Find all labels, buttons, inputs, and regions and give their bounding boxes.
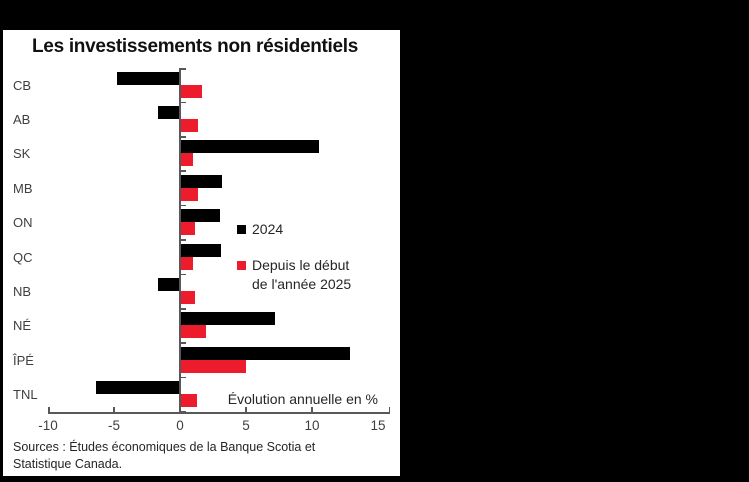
legend-label-2025-line2: de l'année 2025	[252, 276, 352, 292]
x-axis-end-tick	[48, 407, 50, 413]
zero-axis-tick	[181, 239, 187, 241]
x-tick-label: 10	[304, 418, 320, 433]
x-tick-label: 15	[370, 418, 386, 433]
bar-rouge-cb	[180, 85, 202, 98]
zero-axis-tick	[181, 102, 187, 104]
x-tick-label: -10	[38, 418, 58, 433]
bar-noir-cb	[117, 72, 180, 85]
category-label-mb: MB	[13, 180, 33, 196]
source-line1: Sources : Études économiques de la Banque Scotia et	[13, 440, 316, 454]
bar-noir-ab	[158, 106, 180, 119]
category-label-ab: AB	[13, 112, 31, 128]
x-axis-tick	[311, 407, 313, 413]
category-label-sk: SK	[13, 146, 31, 162]
x-tick-label: -5	[107, 418, 120, 433]
bar-rouge-îpé	[180, 360, 246, 373]
legend-label-2025-line1: Depuis le début	[252, 257, 350, 273]
source-line2: Statistique Canada.	[13, 456, 123, 471]
category-label-né: NÉ	[13, 318, 32, 334]
legend-label-2025	[252, 256, 351, 294]
category-label-nb: NB	[13, 284, 32, 300]
source-note	[13, 439, 315, 472]
zero-axis-tick	[181, 342, 187, 344]
bar-noir-nb	[158, 278, 180, 291]
bar-rouge-ab	[180, 119, 198, 132]
plot-area	[3, 30, 400, 476]
bar-rouge-tnl	[180, 394, 197, 407]
x-axis-title: Évolution annuelle en %	[227, 391, 378, 407]
bar-noir-sk	[180, 140, 319, 153]
x-axis-tick	[113, 407, 115, 413]
category-label-îpé: ÎPÉ	[13, 352, 34, 368]
zero-axis-tick	[181, 308, 187, 310]
chart-panel	[3, 30, 400, 476]
category-label-cb: CB	[13, 77, 32, 93]
x-axis-line	[48, 412, 390, 414]
zero-axis-tick	[181, 274, 187, 276]
category-label-qc: QC	[13, 249, 33, 265]
zero-axis-tick	[181, 377, 187, 379]
bar-rouge-sk	[180, 153, 193, 166]
zero-axis-tick	[181, 136, 187, 138]
legend-swatch-2024	[237, 225, 246, 234]
bar-noir-né	[180, 312, 275, 325]
x-tick-label: 5	[242, 418, 250, 433]
x-axis-end-tick	[389, 407, 391, 413]
zero-axis-tick	[181, 205, 187, 207]
bar-rouge-on	[180, 222, 195, 235]
bar-noir-îpé	[180, 347, 350, 360]
bar-rouge-mb	[180, 188, 198, 201]
bar-noir-qc	[180, 244, 221, 257]
bar-noir-on	[180, 209, 220, 222]
legend-label-2024: 2024	[252, 221, 284, 237]
legend-swatch-2025	[237, 261, 246, 270]
bar-rouge-né	[180, 325, 206, 338]
zero-axis-tick	[181, 170, 187, 172]
legend-item-2025	[237, 256, 351, 294]
bar-rouge-qc	[180, 257, 193, 270]
legend-item-2024	[237, 220, 283, 239]
chart-title: Les investissements non résidentiels	[32, 36, 359, 57]
bar-noir-mb	[180, 175, 222, 188]
category-label-on: ON	[13, 215, 33, 231]
category-label-tnl: TNL	[13, 387, 38, 403]
bar-rouge-nb	[180, 291, 195, 304]
bar-noir-tnl	[96, 381, 180, 394]
x-axis-tick	[245, 407, 247, 413]
x-tick-label: 0	[176, 418, 184, 433]
zero-axis-tick	[181, 68, 187, 70]
